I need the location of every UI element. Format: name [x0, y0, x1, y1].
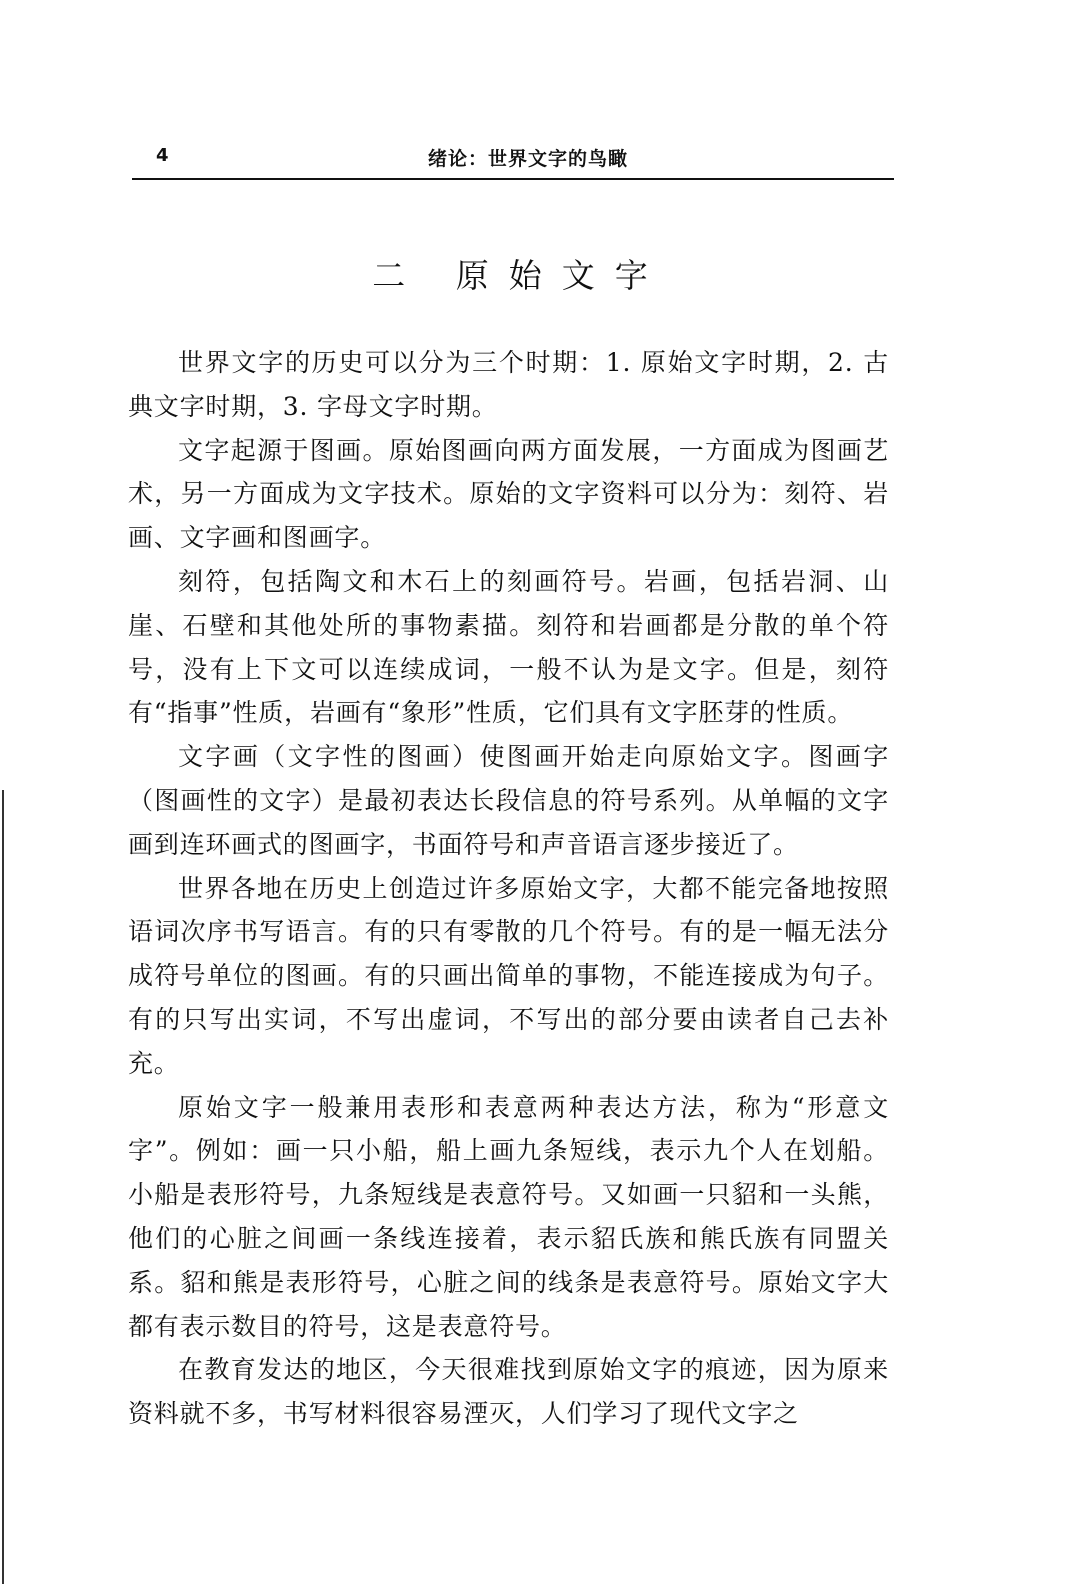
paragraph: 世界各地在历史上创造过许多原始文字，大都不能完备地按照语词次序书写语言。有的只有零散的几个符号。有的是一幅无法分成符号单位的图画。有的只画出简单的事物，不能连接成为句子。有的只写出实词，不写出虚词，不写出的部分要由读者自己去补充。	[128, 873, 889, 1078]
section-title: 二 原始文字	[372, 256, 668, 295]
page-header	[132, 140, 894, 180]
header-rule	[132, 178, 894, 180]
paragraph: 原始文字一般兼用表形和表意两种表达方法，称为“形意文字”。例如：画一只小船，船上画九条短线，表示九个人在划船。小船是表形符号，九条短线是表意符号。又如画一只貂和一头熊，他们的心脏之间画一条线连接着，表示貂氏族和熊氏族有同盟关系。貂和熊是表形符号，心脏之间的线条是表意符号。原始文字大都有表示数目的符号，这是表意符号。	[128, 1092, 889, 1341]
scan-edge-line	[2, 790, 4, 1584]
paragraph: 刻符，包括陶文和木石上的刻画符号。岩画，包括岩洞、山崖、石壁和其他处所的事物素描。刻符和岩画都是分散的单个符号，没有上下文可以连续成词，一般不认为是文字。但是，刻符有“指事”性质，岩画有“象形”性质，它们具有文字胚芽的性质。	[128, 566, 889, 728]
body-text	[128, 341, 889, 1436]
paragraph: 世界文字的历史可以分为三个时期：1. 原始文字时期，2. 古典文字时期，3. 字母文字时期。	[128, 348, 889, 421]
running-title: 绪论：世界文字的鸟瞰	[427, 148, 628, 170]
paragraph: 文字起源于图画。原始图画向两方面发展，一方面成为图画艺术，另一方面成为文字技术。原始的文字资料可以分为：刻符、岩画、文字画和图画字。	[128, 435, 889, 553]
paragraph: 在教育发达的地区，今天很难找到原始文字的痕迹，因为原来资料就不多，书写材料很容易湮灭，人们学习了现代文字之	[128, 1355, 889, 1429]
paragraph: 文字画（文字性的图画）使图画开始走向原始文字。图画字（图画性的文字）是最初表达长段信息的符号系列。从单幅的文字画到连环画式的图画字，书面符号和声音语言逐步接近了。	[128, 742, 889, 859]
page-number: 4	[156, 145, 169, 166]
